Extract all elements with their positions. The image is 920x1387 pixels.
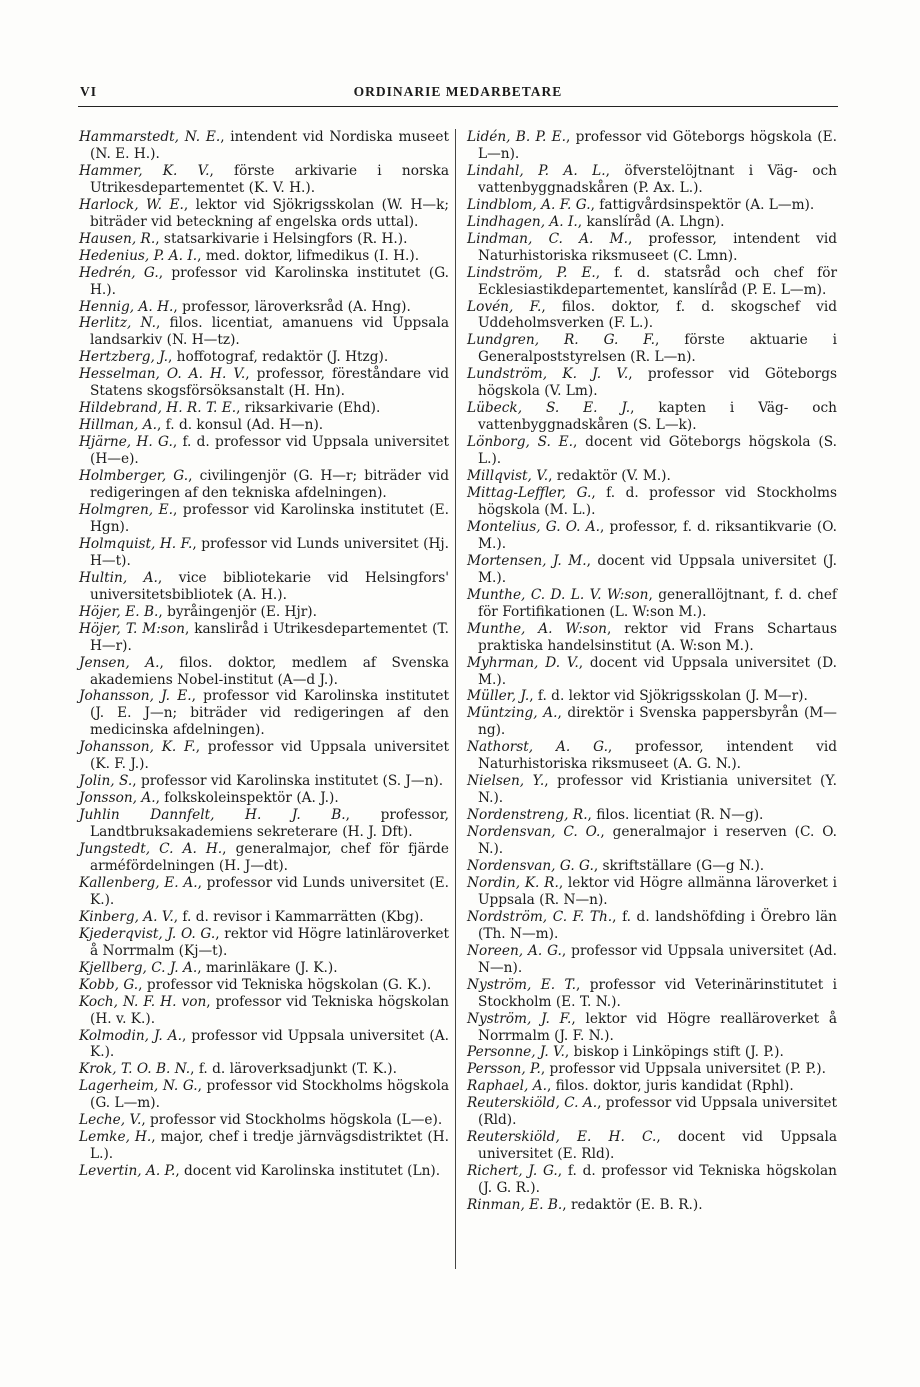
contributor-name: Hesselman, O. A. H. V. [79, 366, 246, 383]
contributor-entry [79, 197, 449, 231]
contributor-description: , filos. doktor, medlem af Svenska akademiens Nobel-institut (A—d J.). [90, 654, 449, 688]
contributor-name: Nyström, J. F. [467, 1010, 572, 1027]
contributor-description: , förste arkivarie i norska Utrikesdepartementet (K. V. H.). [90, 162, 449, 196]
contributor-entry [79, 570, 449, 604]
contributor-name: Herlitz, N. [79, 315, 157, 332]
contributor-name: Juhlin Dannfelt, H. J. B. [79, 807, 346, 824]
contributor-description: , f. d. professor vid Stockholms högskola (M. L.). [478, 485, 837, 518]
contributor-name: Hammarstedt, N. E. [79, 129, 221, 145]
contributor-name: Müntzing, A. [467, 705, 558, 722]
contributor-description: , docent vid Göteborgs högskola (S. L.). [478, 434, 837, 468]
contributor-entry [79, 977, 449, 994]
contributor-entry [467, 400, 837, 434]
column-divider [455, 129, 456, 1269]
contributor-name: Raphael, A. [467, 1078, 547, 1095]
contributor-description: , professor vid Uppsala universitet (Rld). [478, 1095, 837, 1129]
contributor-name: Nordin, K. R. [467, 874, 559, 891]
contributor-description: , professor vid Karolinska institutet (G. H.). [90, 264, 449, 298]
contributor-description: , filos. doktor, juris kandidat (Rphl). [546, 1078, 794, 1095]
contributor-description: , professor vid Karolinska institutet (E. Hgn). [90, 501, 449, 535]
contributor-entry [79, 926, 449, 960]
contributor-name: Munthe, C. D. L. V. W:son [467, 586, 649, 603]
contributor-name: Hillman, A. [79, 417, 157, 434]
contributor-description: , professor vid Göteborgs högskola (V. Lm). [478, 366, 837, 400]
contributor-name: Jungstedt, C. A. H. [79, 841, 223, 858]
contributor-entry [79, 1163, 449, 1180]
contributor-description: , professor, Landtbruksakademiens sekreterare (H. J. Dft). [90, 807, 449, 841]
contributor-entry [79, 163, 449, 197]
contributor-description: , redaktör (E. B. R.). [562, 1197, 703, 1214]
contributor-name: Hultin, A. [79, 569, 158, 586]
contributor-name: Hjärne, H. G. [79, 434, 173, 451]
contributor-name: Lindhagen, A. I. [467, 213, 578, 230]
contributor-entry [79, 231, 449, 248]
contributor-entry [79, 807, 449, 841]
contributor-entry [79, 129, 449, 163]
contributor-name: Hennig, A. H. [79, 298, 174, 315]
contributor-name: Koch, N. F. H. von [79, 993, 207, 1010]
contributor-name: Lübeck, S. E. J. [467, 400, 631, 417]
contributor-entry [79, 773, 449, 790]
contributor-description: , professor, intendent vid Naturhistoriska riksmuseet (C. Lmn). [478, 230, 838, 264]
contributor-description: , förste aktuarie i Generalpoststyrelsen (R. L—n). [478, 332, 837, 366]
contributor-description: , professor vid Tekniska högskolan (G. K.). [138, 976, 432, 993]
contributor-name: Nordenstreng, R. [467, 807, 588, 824]
contributor-entry [79, 468, 449, 502]
contributor-name: Lundgren, R. G. F. [467, 332, 656, 349]
contributor-description: , öfverstelöjtnant i Väg- och vattenbyggnadskåren (P. Ax. L.). [478, 162, 837, 196]
contributor-entry [467, 163, 837, 197]
contributor-entry [467, 773, 837, 807]
contributor-name: Lagerheim, N. G. [79, 1078, 198, 1095]
contributor-name: Reuterskiöld, C. A. [467, 1095, 598, 1112]
contributor-entry [467, 519, 837, 553]
contributor-description: , professor vid Kristiania universitet (Y. N.). [478, 773, 837, 807]
contributor-name: Jensen, A. [79, 654, 160, 671]
contributor-name: Rinman, E. B. [467, 1197, 563, 1214]
contributor-entry [467, 1129, 837, 1163]
contributor-name: Persson, P. [467, 1061, 541, 1078]
contributor-name: Hedrén, G. [79, 264, 159, 281]
contributor-entry [79, 621, 449, 655]
contributor-description: , professor vid Tekniska högskolan (H. v. K.). [90, 993, 449, 1027]
contributor-description: , skriftställare (G—g N.). [593, 857, 765, 874]
contributor-entry [467, 485, 837, 519]
contributor-name: Nielsen, Y. [467, 773, 545, 790]
contributor-entry [79, 299, 449, 316]
contributor-description: , filos. licentiat (R. N—g). [587, 807, 764, 824]
contributor-description: , f. d. lektor vid Sjökrigsskolan (J. M—r). [529, 688, 808, 705]
contributor-entry [467, 587, 837, 621]
contributor-description: , filos. licentiat, amanuens vid Uppsala landsarkiv (N. H—tz). [90, 315, 450, 349]
contributor-name: Müller, J. [467, 688, 530, 705]
contributor-name: Hedenius, P. A. I. [79, 247, 198, 264]
contributor-description: , statsarkivarie i Helsingfors (R. H.). [155, 230, 408, 247]
contributor-entry [79, 604, 449, 621]
contributor-name: Nyström, E. T. [467, 976, 576, 993]
contributor-entry [79, 400, 449, 417]
contributor-entry [467, 807, 837, 824]
contributor-name: Holmberger, G. [79, 468, 189, 485]
contributor-entry [467, 858, 837, 875]
contributor-entry [79, 1028, 449, 1062]
contributor-description: , lektor vid Sjökrigsskolan (W. H—k; biträder vid beteckning af engelska ords uttal). [90, 196, 449, 230]
contributor-entry [467, 824, 837, 858]
contributor-name: Lemke, H. [79, 1129, 152, 1146]
contributor-entry [467, 299, 837, 333]
contributor-description: , med. doktor, lifmedikus (I. H.). [197, 247, 420, 264]
contributor-description: , rektor vid Högre latinläroverket å Norrmalm (Kj—t). [90, 925, 449, 959]
contributor-entry [467, 1011, 837, 1045]
contributor-name: Nathorst, A. G. [467, 739, 608, 756]
contributor-entry [467, 214, 837, 231]
contributor-name: Leche, V. [79, 1112, 142, 1129]
contributor-description: , kansliråd i Utrikesdepartementet (T. H—r). [90, 620, 449, 654]
contributor-description: , generalmajor i reserven (C. O. N.). [478, 824, 837, 858]
contributor-description: , biskop i Linköpings stift (J. P.). [564, 1044, 784, 1061]
contributor-name: Nordensvan, C. O. [467, 824, 601, 841]
contributor-name: Lindström, P. E. [467, 264, 596, 281]
contributor-name: Lönborg, S. E. [467, 434, 574, 451]
contributor-description: , professor, intendent vid Naturhistoriska riksmuseet (A. G. N.). [478, 739, 837, 773]
contributor-entry [79, 1078, 449, 1112]
left-column [79, 129, 449, 1180]
contributor-entry [79, 349, 449, 366]
contributor-description: , professor, föreståndare vid Statens skogsförsöksanstalt (H. Hn). [90, 366, 450, 400]
contributor-entry [79, 502, 449, 536]
contributor-name: Johansson, K. F. [79, 739, 196, 756]
contributor-name: Holmquist, H. F. [79, 535, 193, 552]
contributor-description: , hoffotograf, redaktör (J. Htzg). [167, 349, 389, 366]
contributor-description: , professor vid Uppsala universitet (P. P.). [540, 1061, 826, 1078]
contributor-description: , docent vid Karolinska institutet (Ln). [175, 1163, 441, 1180]
contributor-entry [79, 536, 449, 570]
contributor-entry [79, 960, 449, 977]
contributor-description: , major, chef i tredje järnvägsdistriktet (H. L.). [90, 1129, 449, 1163]
contributor-entry [79, 655, 449, 689]
contributor-description: , folkskoleinspektör (A. J.). [155, 790, 339, 807]
contributor-description: , professor, läroverksråd (A. Hng). [173, 298, 411, 315]
contributor-name: Lundström, K. J. V. [467, 366, 629, 383]
contributor-description: , byråingenjör (E. Hjr). [158, 603, 317, 620]
contributor-description: , f. d. statsråd och chef för Ecklesiastikdepartementet, kanslíråd (P. E. L—m). [478, 264, 837, 298]
contributor-description: , kanslíråd (A. Lhgn). [577, 213, 725, 230]
contributor-entry [467, 909, 837, 943]
contributor-entry [79, 688, 449, 739]
contributor-entry [467, 553, 837, 587]
contributor-name: Reuterskiöld, E. H. C. [467, 1129, 657, 1146]
contributor-entry [79, 790, 449, 807]
contributor-entry [79, 417, 449, 434]
contributor-description: , professor vid Uppsala universitet (Ad. N—n). [478, 942, 837, 976]
contributor-description: , docent vid Uppsala universitet (D. M.). [478, 654, 837, 688]
contributor-name: Kolmodin, J. A. [79, 1027, 183, 1044]
contributor-description: , professor vid Göteborgs högskola (E. L—n). [478, 129, 837, 162]
contributor-name: Millqvist, V. [467, 468, 549, 485]
contributor-name: Lindahl, P. A. L. [467, 162, 606, 179]
contributor-name: Myhrman, D. V. [467, 654, 579, 671]
contributor-entry [79, 1129, 449, 1163]
contributor-description: , docent vid Uppsala universitet (E. Rld). [478, 1129, 837, 1163]
contributor-name: Personne, J. V. [467, 1044, 565, 1061]
contributor-description: , lektor vid Högre realläroverket å Norrmalm (J. F. N.). [478, 1010, 837, 1044]
page-header [78, 84, 838, 107]
contributor-description: , generalmajor, chef för fjärde arméfördelningen (H. J—dt). [90, 841, 450, 874]
contributor-entry [79, 248, 449, 265]
contributor-name: Montelius, G. O. A. [467, 518, 600, 535]
contributor-entry [79, 841, 449, 875]
contributor-name: Mortensen, J. M. [467, 552, 587, 569]
contributor-name: Hertzberg, J. [79, 349, 168, 366]
contributor-entry [467, 621, 837, 655]
contributor-name: Mittag-Leffler, G. [467, 485, 592, 502]
contributor-name: Kallenberg, E. A. [79, 874, 198, 891]
contributor-name: Kjellberg, C. J. A. [79, 959, 198, 976]
contributor-name: Lindman, C. A. M. [467, 230, 628, 247]
contributor-description: , f. d. landshöfding i Örebro län (Th. N—m). [478, 908, 837, 942]
contributor-entry [467, 705, 837, 739]
contributor-description: , civilingenjör (G. H—r; biträder vid redigeringen af den tekniska afdelningen). [90, 468, 449, 502]
contributor-description: , docent vid Uppsala universitet (J. M.). [478, 552, 837, 586]
contributor-entry [467, 332, 837, 366]
contributor-name: Richert, J. G. [467, 1163, 558, 1180]
contributor-description: , lektor vid Högre allmänna läroverket i Uppsala (R. N—n). [478, 874, 837, 908]
contributor-description: , professor vid Veterinärinstitutet i Stockholm (E. T. N.). [478, 976, 838, 1010]
contributor-description: , professor, f. d. riksantikvarie (O. M.). [478, 518, 837, 552]
contributor-name: Levertin, A. P. [79, 1163, 176, 1180]
contributor-description: , kapten i Väg- och vattenbyggnadskåren (S. L—k). [478, 400, 837, 434]
contributor-name: Holmgren, E. [79, 501, 174, 518]
contributor-description: , professor vid Stockholms högskola (G. L—m). [90, 1078, 449, 1112]
contributor-name: Höjer, T. M:son [79, 620, 185, 637]
contributor-entry [79, 875, 449, 909]
contributor-description: , intendent vid Nordiska museet (N. E. H.). [90, 129, 450, 162]
contributor-name: Hausen, R. [79, 230, 156, 247]
contributor-entry [79, 994, 449, 1028]
contributor-description: , f. d. professor vid Tekniska högskolan (J. G. R.). [478, 1163, 838, 1197]
contributor-name: Hildebrand, H. R. T. E. [79, 400, 237, 417]
contributor-description: , professor vid Uppsala universitet (K. F. J.). [90, 739, 450, 773]
contributor-description: , f. d. läroverksadjunkt (T. K.). [190, 1061, 397, 1078]
contributor-name: Lidén, B. P. E. [467, 129, 566, 145]
contributor-name: Noreen, A. G. [467, 942, 562, 959]
contributor-description: , vice bibliotekarie vid Helsingfors' universitetsbibliotek (A. H.). [90, 569, 449, 603]
page-title: ORDINARIE MEDARBETARE [353, 84, 563, 99]
contributor-description: , professor vid Stockholms högskola (L—e). [141, 1112, 443, 1129]
contributor-entry [467, 468, 837, 485]
contributor-description: , f. d. konsul (Ad. H—n). [156, 417, 324, 434]
contributor-entry [467, 1078, 837, 1095]
contributor-description: , direktör i Svenska pappersbyrån (M—ng). [478, 705, 837, 739]
contributor-entry [79, 366, 449, 400]
contributor-entry [467, 197, 837, 214]
contributor-name: Harlock, W. E. [79, 196, 184, 213]
contributor-entry [467, 1044, 837, 1061]
contributor-entry [467, 655, 837, 689]
contributor-entry [467, 1095, 837, 1129]
contributor-description: , professor vid Karolinska institutet (S. J—n). [132, 773, 444, 790]
contributor-entry [79, 1061, 449, 1078]
page-number: VI [80, 84, 98, 99]
contributor-entry [467, 231, 837, 265]
contributor-entry [467, 1061, 837, 1078]
contributor-name: Johansson, J. E. [79, 688, 192, 705]
contributor-name: Kinberg, A. V. [79, 908, 174, 925]
contributor-description: , redaktör (V. M.). [548, 468, 671, 485]
contributor-name: Nordström, C. F. Th. [467, 908, 613, 925]
contributor-entry [467, 366, 837, 400]
contributor-name: Lindblom, A. F. G. [467, 196, 591, 213]
contributor-description: , professor vid Karolinska institutet (J. E. J—n; biträder vid redigeringen af den medicinska afdelningen). [90, 688, 449, 739]
contributor-entry [467, 129, 837, 163]
contributor-description: , f. d. revisor i Kammarrätten (Kbg). [173, 908, 424, 925]
contributor-name: Nordensvan, G. G. [467, 857, 594, 874]
contributor-entry [467, 688, 837, 705]
contributor-name: Krok, T. O. B. N. [79, 1061, 191, 1078]
contributor-entry [79, 315, 449, 349]
right-column [467, 129, 837, 1214]
contributor-description: , professor vid Lunds universitet (E. K.). [90, 874, 449, 908]
contributor-name: Kjederqvist, J. O. G. [79, 925, 216, 942]
contributor-entry [79, 739, 449, 773]
contributor-entry [79, 434, 449, 468]
contributor-name: Hammer, K. V. [79, 162, 210, 179]
contributor-entry [79, 909, 449, 926]
contributor-entry [467, 1197, 837, 1214]
contributor-entry [79, 265, 449, 299]
contributor-description: , generallöjtnant, f. d. chef för Fortifikationen (L. W:son M.). [478, 586, 837, 620]
contributor-name: Munthe, A. W:son [467, 620, 607, 637]
contributor-name: Kobb, G. [79, 976, 139, 993]
contributor-entry [467, 265, 837, 299]
contributor-entry [467, 1163, 837, 1197]
contributor-description: , professor vid Lunds universitet (Hj. H—t). [90, 535, 449, 569]
contributor-name: Höjer, E. B. [79, 603, 159, 620]
contributor-entry [79, 1112, 449, 1129]
contributor-description: , filos. doktor, f. d. skogschef vid Uddeholmsverken (F. L.). [478, 298, 837, 332]
contributor-entry [467, 434, 837, 468]
contributor-description: , fattigvårdsinspektör (A. L—m). [590, 196, 815, 213]
contributor-description: , riksarkivarie (Ehd). [236, 400, 381, 417]
contributor-entry [467, 875, 837, 909]
contributor-name: Lovén, F. [467, 298, 542, 315]
contributor-entry [467, 943, 837, 977]
contributor-description: , marinläkare (J. K.). [197, 959, 338, 976]
contributor-name: Jonsson, A. [79, 790, 156, 807]
contributor-description: , rektor vid Frans Schartaus praktiska handelsinstitut (A. W:son M.). [478, 620, 838, 654]
contributor-description: , professor vid Uppsala universitet (A. K.). [90, 1027, 450, 1061]
contributor-entry [467, 977, 837, 1011]
contributor-entry [467, 739, 837, 773]
contributor-description: , f. d. professor vid Uppsala universitet (H—e). [90, 434, 449, 468]
contributor-name: Jolin, S. [79, 773, 133, 790]
